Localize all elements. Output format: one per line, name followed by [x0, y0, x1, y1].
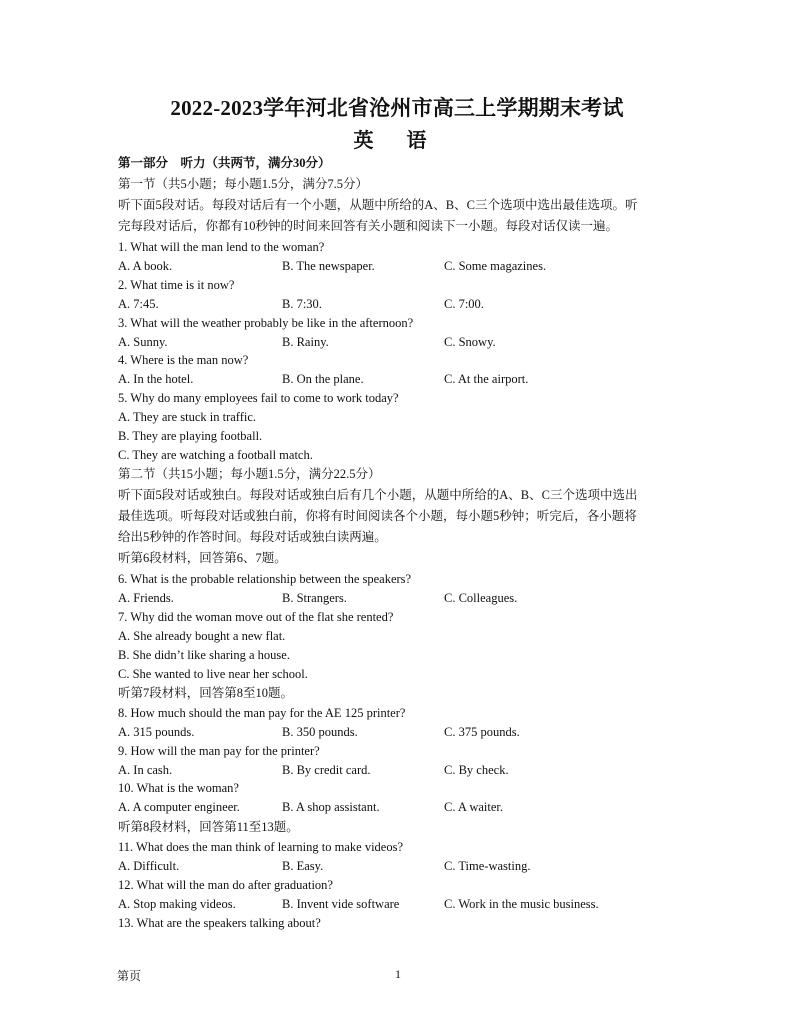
section2-instructions-line3: 给出5秒钟的作答时间。每段对话或独白读两遍。: [118, 530, 387, 544]
options-row-9: [118, 762, 678, 778]
question-13: 13. What are the speakers talking about?: [118, 916, 321, 930]
option-c: C. Time-wasting.: [444, 859, 531, 873]
options-row-11: [118, 858, 678, 874]
section2-instructions-line2: 最佳选项。听每段对话或独白前，你将有时间阅读各个小题，每小题5秒钟；听完后，各小题将: [118, 509, 637, 523]
option-b: B. By credit card.: [282, 763, 371, 777]
option-a: A. A book.: [118, 259, 173, 273]
option-a: A. Friends.: [118, 591, 174, 605]
question-11: 11. What does the man think of learning to make videos?: [118, 840, 403, 854]
option-c: C. 375 pounds.: [444, 725, 520, 739]
options-row-1: [118, 258, 678, 274]
option-a: A. They are stuck in traffic.: [118, 410, 257, 424]
question-12: 12. What will the man do after graduation?: [118, 878, 333, 892]
material-7-heading: 听第7段材料，回答第8至10题。: [118, 686, 294, 700]
options-row-12: [118, 896, 678, 912]
option-b: B. Easy.: [282, 859, 324, 873]
question-1: 1. What will the man lend to the woman?: [118, 240, 325, 254]
options-row-2: [118, 296, 678, 312]
question-4: 4. Where is the man now?: [118, 353, 249, 367]
option-a: A. In cash.: [118, 763, 173, 777]
question-10: 10. What is the woman?: [118, 781, 239, 795]
option-c: C. At the airport.: [444, 372, 529, 386]
option-c: C. She wanted to live near her school.: [118, 667, 308, 681]
section2-instructions-line1: 听下面5段对话或独白。每段对话或独白后有几个小题，从题中所给的A、B、C三个选项中选出: [118, 488, 638, 502]
option-b: B. 7:30.: [282, 297, 322, 311]
option-b: B. The newspaper.: [282, 259, 375, 273]
option-b: B. Strangers.: [282, 591, 347, 605]
options-row-6: [118, 590, 678, 606]
option-a: A. In the hotel.: [118, 372, 194, 386]
material-6-heading: 听第6段材料，回答第6、7题。: [118, 551, 287, 565]
question-7: 7. Why did the woman move out of the flat she rented?: [118, 610, 394, 624]
question-2: 2. What time is it now?: [118, 278, 235, 292]
options-row-3: [118, 334, 678, 350]
options-row-4: [118, 371, 678, 387]
section1-instructions-line1: 听下面5段对话。每段对话后有一个小题，从题中所给的A、B、C三个选项中选出最佳选项。听: [118, 198, 638, 212]
question-3: 3. What will the weather probably be like in the afternoon?: [118, 316, 414, 330]
question-6: 6. What is the probable relationship between the speakers?: [118, 572, 412, 586]
option-b: B. They are playing football.: [118, 429, 263, 443]
page-number: 1: [395, 967, 401, 981]
option-a: A. 315 pounds.: [118, 725, 195, 739]
option-c: C. 7:00.: [444, 297, 484, 311]
option-a: A. A computer engineer.: [118, 800, 240, 814]
footer-page-label: 第页: [117, 969, 142, 983]
option-c: C. They are watching a football match.: [118, 448, 313, 462]
option-c: C. Colleagues.: [444, 591, 518, 605]
option-a: A. Difficult.: [118, 859, 180, 873]
option-c: C. By check.: [444, 763, 509, 777]
option-a: A. She already bought a new flat.: [118, 629, 286, 643]
page-title: 2022-2023学年河北省沧州市高三上学期期末考试: [170, 96, 624, 120]
option-c: C. Some magazines.: [444, 259, 547, 273]
options-row-10: [118, 799, 678, 815]
option-c: C. Snowy.: [444, 335, 496, 349]
option-c: C. A waiter.: [444, 800, 504, 814]
material-8-heading: 听第8段材料，回答第11至13题。: [118, 820, 299, 834]
option-a: A. 7:45.: [118, 297, 159, 311]
option-b: B. On the plane.: [282, 372, 364, 386]
option-b: B. 350 pounds.: [282, 725, 358, 739]
section1-heading: 第一节（共5小题；每小题1.5分，满分7.5分）: [118, 177, 369, 191]
section2-heading: 第二节（共15小题；每小题1.5分，满分22.5分）: [118, 467, 381, 481]
subject-title: 英 语: [353, 130, 441, 152]
option-b: B. Invent vide software: [282, 897, 400, 911]
option-c: C. Work in the music business.: [444, 897, 599, 911]
option-b: B. A shop assistant.: [282, 800, 380, 814]
question-8: 8. How much should the man pay for the AE 125 printer?: [118, 706, 406, 720]
part1-heading: 第一部分 听力（共两节，满分30分）: [118, 156, 331, 170]
option-a: A. Sunny.: [118, 335, 168, 349]
options-row-8: [118, 724, 678, 740]
question-9: 9. How will the man pay for the printer?: [118, 744, 320, 758]
option-b: B. She didn’t like sharing a house.: [118, 648, 290, 662]
option-a: A. Stop making videos.: [118, 897, 236, 911]
question-5: 5. Why do many employees fail to come to work today?: [118, 391, 399, 405]
section1-instructions-line2: 完每段对话后，你都有10秒钟的时间来回答有关小题和阅读下一小题。每段对话仅读一遍。: [118, 219, 619, 233]
option-b: B. Rainy.: [282, 335, 329, 349]
